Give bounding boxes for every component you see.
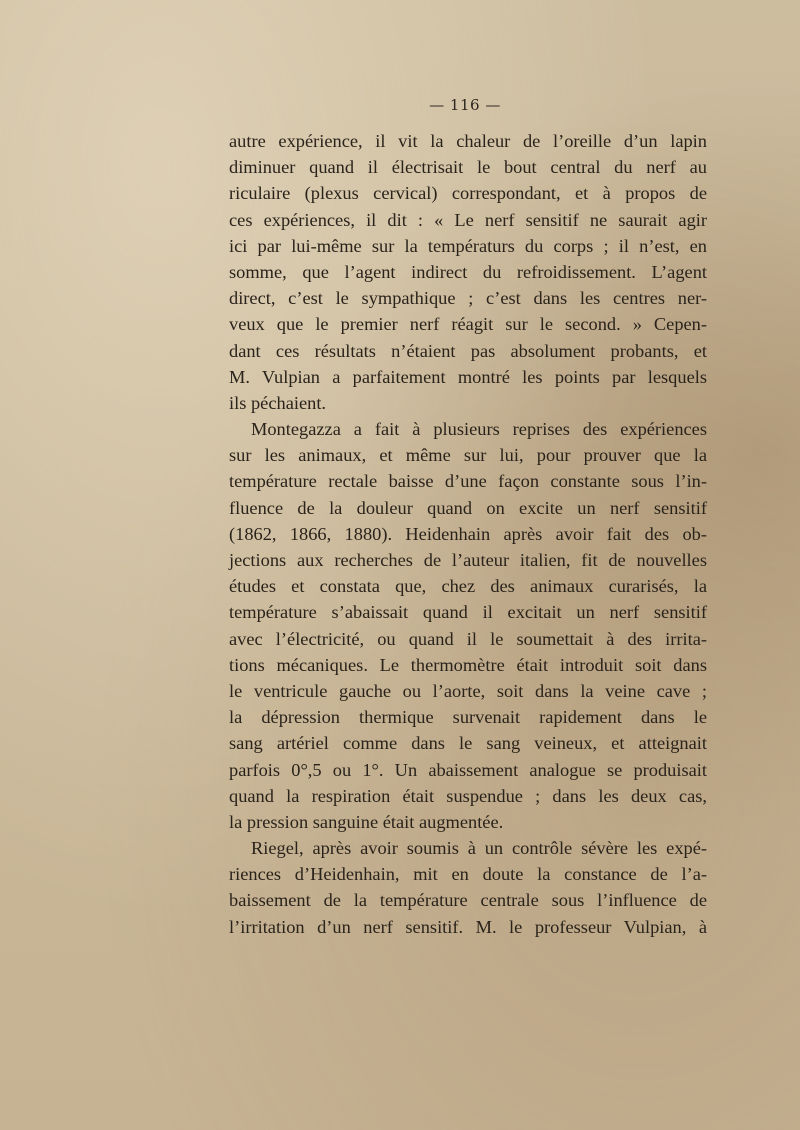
text-line: sur les animaux, et même sur lui, pour prouver que la <box>229 445 707 466</box>
text-line: riculaire (plexus cervical) correspondant, et à propos de <box>229 183 707 204</box>
text-line: tions mécaniques. Le thermomètre était introduit soit dans <box>229 654 707 675</box>
text-line: parfois 0°,5 ou 1°. Un abaissement analogue se produisait <box>229 759 707 780</box>
text-line: autre expérience, il vit la chaleur de l’oreille d’un lapin <box>229 131 707 151</box>
text-line: Riegel, après avoir soumis à un contrôle sévère les expé- <box>251 838 707 859</box>
text-line: dant ces résultats n’étaient pas absolument probants, et <box>229 340 707 361</box>
text-line: somme, que l’agent indirect du refroidissement. L’agent <box>229 261 707 282</box>
text-line: sang artériel comme dans le sang veineux, et atteignait <box>229 733 707 754</box>
text-line: riences d’Heidenhain, mit en doute la constance de l’a- <box>229 864 707 885</box>
text-line: ils péchaient. <box>229 392 327 413</box>
text-line: direct, c’est le sympathique ; c’est dans les centres ner- <box>229 288 707 309</box>
text-line: quand la respiration était suspendue ; dans les deux cas, <box>229 785 707 806</box>
body-text <box>229 128 707 940</box>
text-line: diminuer quand il électrisait le bout central du nerf au <box>229 157 707 178</box>
text-line: fluence de la douleur quand on excite un nerf sensitif <box>229 497 707 518</box>
text-line: ici par lui-même sur la températurs du corps ; il n’est, en <box>229 235 707 256</box>
text-line: la dépression thermique survenait rapidement dans le <box>229 707 707 728</box>
text-line: l’irritation d’un nerf sensitif. M. le professeur Vulpian, à <box>229 916 707 937</box>
text-line: (1862, 1866, 1880). Heidenhain après avoir fait des ob- <box>229 523 707 544</box>
text-line: température s’abaissait quand il excitait un nerf sensitif <box>229 602 707 623</box>
text-line: veux que le premier nerf réagit sur le second. » Cepen- <box>229 314 707 335</box>
text-line: le ventricule gauche ou l’aorte, soit dans la veine cave ; <box>229 680 707 701</box>
page-number: — 116 — <box>429 96 501 114</box>
text-line: la pression sanguine était augmentée. <box>229 811 504 832</box>
text-line: études et constata que, chez des animaux curarisés, la <box>229 576 707 597</box>
text-line: M. Vulpian a parfaitement montré les points par lesquels <box>229 366 707 387</box>
text-line: jections aux recherches de l’auteur italien, fit de nouvelles <box>229 550 707 570</box>
text-line: avec l’électricité, ou quand il le soumettait à des irrita- <box>229 628 707 649</box>
text-line: température rectale baisse d’une façon constante sous l’in- <box>229 471 707 492</box>
text-line: baissement de la température centrale sous l’influence de <box>229 890 707 911</box>
text-line: ces expériences, il dit : « Le nerf sensitif ne saurait agir <box>229 209 707 230</box>
text-line: Montegazza a fait à plusieurs reprises des expériences <box>251 419 707 440</box>
